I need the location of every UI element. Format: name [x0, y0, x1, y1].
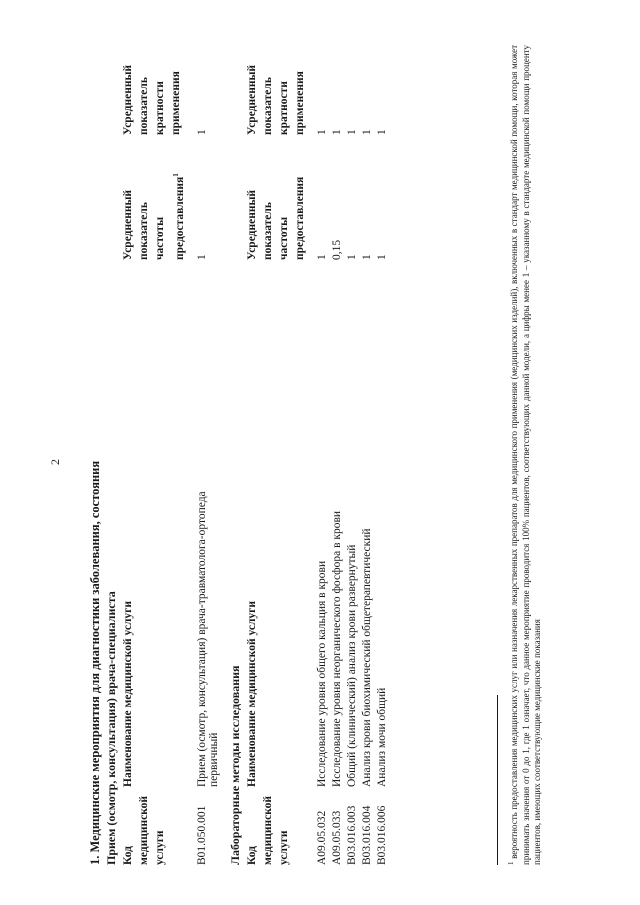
page-number: 2: [48, 459, 62, 465]
service-multiplicity: 1: [361, 129, 373, 135]
header-multiplicity: Усредненный показатель кратности применения: [122, 64, 182, 135]
header-multiplicity: Усредненный показатель кратности применения: [246, 64, 306, 135]
service-name: Анализ крови биохимический общетерапевтический: [361, 528, 373, 787]
service-code: B03.016.006: [376, 805, 388, 865]
header-name: Наименование медицинской услуги: [122, 600, 134, 787]
service-frequency: 0,15: [331, 239, 343, 260]
service-multiplicity: 1: [331, 129, 343, 135]
subsection-title-lab: Лабораторные методы исследования: [228, 665, 242, 865]
footnote: [506, 45, 544, 865]
service-name: Прием (осмотр, консультация) врача-травматолога-ортопеда первичный: [196, 491, 220, 787]
service-code: B01.050.001: [196, 805, 208, 865]
service-multiplicity: 1: [196, 129, 208, 135]
footnote-divider: [497, 695, 498, 865]
service-multiplicity: 1: [346, 129, 358, 135]
header-frequency: Усредненный показатель частоты предоставления$^1$: [122, 173, 186, 260]
footnote-text: вероятность предоставления медицинских услуг или назначения лекарственных препаратов для медицинского применения (медицинских изделий), включенных в стандарт медицинской помощи, которая может принимать значения от 0 до 1, где 1 означает, что данное мероприятие проводится 100% пациентов, соответствующих данной модели, а цифры менее 1 – указанному в стандарте медицинской помощи проценту пациентов, имеющих соответствующие медицинские показания: [509, 45, 542, 865]
service-code: A09.05.033: [331, 810, 343, 865]
footnote-ref: 1: [172, 173, 180, 177]
service-frequency: 1: [361, 254, 373, 260]
footnote-marker: 1: [507, 861, 515, 865]
section-title: 1. Медицинские мероприятия для диагностики заболевания, состояния: [88, 460, 102, 865]
service-name: Анализ мочи общий: [376, 687, 388, 787]
header-code: Код медицинской услуги: [246, 795, 290, 865]
subsection-title-consultations: Прием (осмотр, консультация) врача-специалиста: [104, 591, 118, 865]
service-name: Общий (клинический) анализ крови развернутый: [346, 544, 358, 787]
service-frequency: 1: [376, 254, 388, 260]
service-code: A09.05.032: [316, 810, 328, 865]
service-code: B03.016.004: [361, 805, 373, 865]
service-frequency: 1: [316, 254, 328, 260]
header-name: Наименование медицинской услуги: [246, 600, 258, 787]
service-multiplicity: 1: [376, 129, 388, 135]
service-code: B03.016.003: [346, 805, 358, 865]
service-name: Исследование уровня неорганического фосфора в крови: [331, 510, 343, 787]
service-frequency: 1: [196, 254, 208, 260]
service-multiplicity: 1: [316, 129, 328, 135]
service-name: Исследование уровня общего кальция в крови: [316, 560, 328, 787]
header-code: Код медицинской услуги: [122, 795, 166, 865]
header-frequency: Усредненный показатель частоты предоставления: [246, 176, 306, 260]
service-frequency: 1: [346, 254, 358, 260]
